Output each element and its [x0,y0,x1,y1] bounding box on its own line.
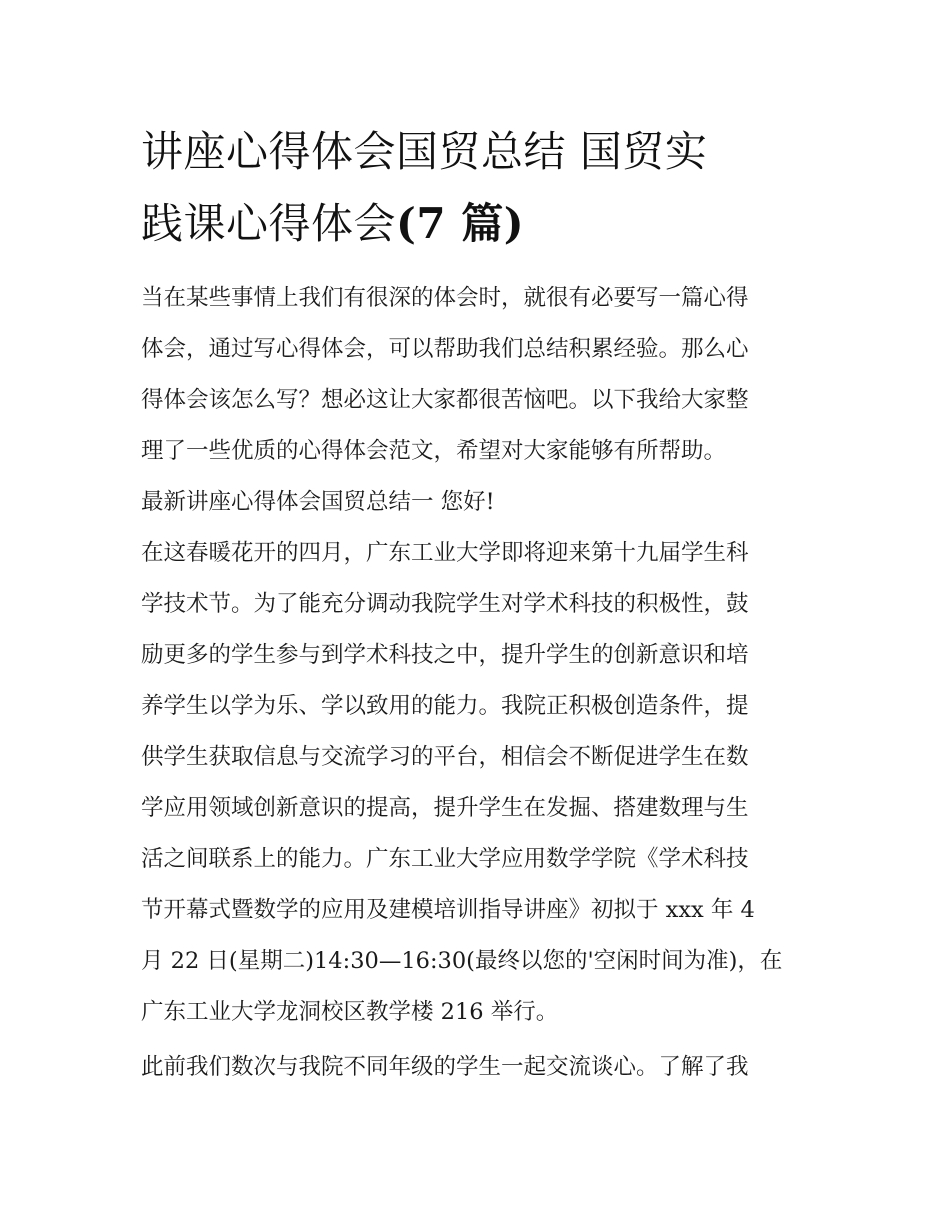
text-line: 学技术节。为了能充分调动我院学生对学术科技的积极性，鼓 [141,591,749,617]
text-line: 此前我们数次与我院不同年级的学生一起交流谈心。了解了我 [141,1054,749,1080]
intro-paragraph [141,273,813,477]
text-line: 活之间联系上的能力。广东工业大学应用数学学院《学术科技 [141,846,749,872]
text-line: 供学生获取信息与交流学习的平台，相信会不断促进学生在数 [141,744,749,770]
spacer [141,260,813,273]
title-count: (7 篇) [396,199,525,248]
text-line: 理了一些优质的心得体会范文，希望对大家能够有所帮助。 [141,438,727,464]
text-line: 广东工业大学龙洞校区教学楼 216 举行。 [141,999,559,1025]
text-line: 月 22 日(星期二)14:30—16:30(最终以您的'空闲时间为准)，在 [141,948,783,974]
title-line: 讲座心得体会国贸总结 国贸实 [141,127,708,176]
text-line: 体会，通过写心得体会，可以帮助我们总结积累经验。那么心 [141,336,749,362]
text-line: 养学生以学为乐、学以致用的能力。我院正积极创造条件，提 [141,693,749,719]
document-title [141,116,813,260]
text-line: 当在某些事情上我们有很深的体会时，就很有必要写一篇心得 [141,285,749,311]
section-heading-paragraph [141,477,813,528]
body-paragraph [141,528,813,1038]
text-line: 学应用领域创新意识的提高，提升学生在发掘、搭建数理与生 [141,795,749,821]
text-line: 在这春暖花开的四月，广东工业大学即将迎来第十九届学生科 [141,540,749,566]
text-line: 最新讲座心得体会国贸总结一 您好! [141,489,495,515]
text-line: 得体会该怎么写？想必这让大家都很苦恼吧。以下我给大家整 [141,387,749,413]
document-content [141,116,813,1093]
body-paragraph [141,1042,813,1093]
text-line: 励更多的学生参与到学术科技之中，提升学生的创新意识和培 [141,642,749,668]
text-line: 节开幕式暨数学的应用及建模培训指导讲座》初拟于 xxx 年 4 [141,897,755,923]
title-line [141,188,813,260]
title-line-text: 践课心得体会 [141,199,397,248]
